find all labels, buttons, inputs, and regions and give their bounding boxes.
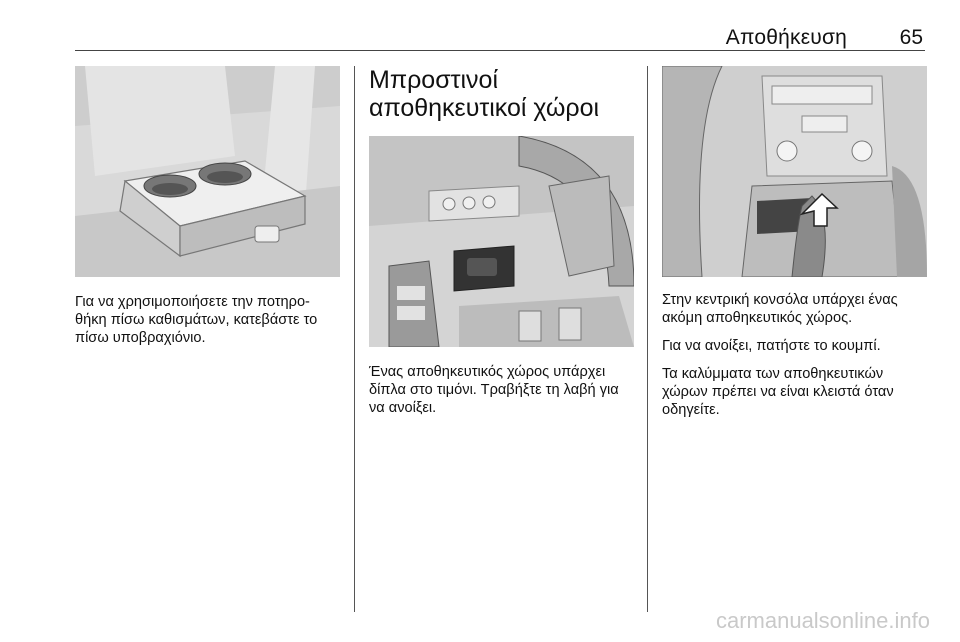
column-divider-2 (647, 66, 648, 612)
body-paragraph: Τα καλύμματα των αποθηκευτικών χώρων πρέπει να είναι κλειστά όταν οδηγείτε. (662, 366, 894, 418)
steering-wheel-storage-illustration-icon (369, 136, 634, 347)
column-divider-1 (354, 66, 355, 612)
page-number: 65 (899, 26, 923, 49)
body-paragraph: Στην κεντρική κονσόλα υπάρχει ένας ακόμη αποθηκευτικός χώρος. (662, 292, 898, 326)
body-paragraph: Για να ανοίξει, πατήστε το κουμπί. (662, 338, 881, 354)
center-console-storage-illustration-icon (662, 66, 927, 277)
footer-watermark: carmanualsonline.info (715, 608, 930, 633)
rear-cupholder-illustration-icon (75, 66, 340, 277)
column-3 (662, 66, 927, 429)
page-header (75, 22, 925, 51)
section-title: Μπροστινοί αποθηκευτικοί χώροι (369, 66, 600, 122)
body-paragraph: Για να χρησιμοποιήσετε την ποτηρο-θήκη πίσω καθισμάτων, κατεβάστε το πίσω υποβραχιόνιο. (75, 294, 318, 346)
column-1 (75, 66, 340, 357)
body-paragraph: Ένας αποθηκευτικός χώρος υπάρχει δίπλα στο τιμόνι. Τραβήξτε τη λαβή για να ανοίξει. (369, 364, 619, 416)
column-2 (369, 66, 634, 427)
page-title: Αποθήκευση (725, 26, 847, 49)
